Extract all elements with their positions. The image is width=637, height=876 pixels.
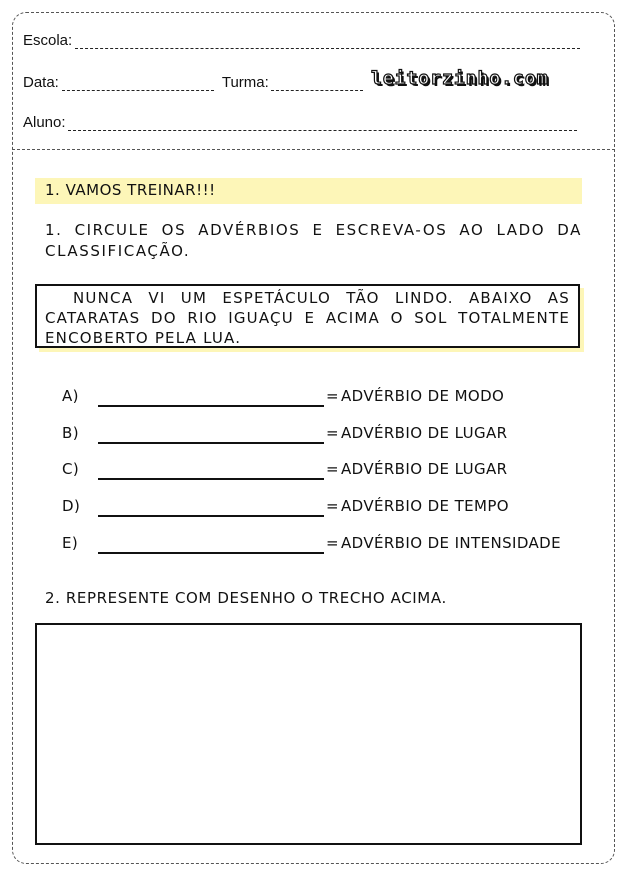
answer-row-d [62, 494, 509, 518]
class-label: Turma: [221, 74, 269, 91]
date-field[interactable] [62, 78, 214, 91]
answer-classification: ADVÉRBIO DE MODO [340, 387, 505, 405]
answer-letter: C) [62, 460, 80, 478]
answer-input-c[interactable] [98, 458, 324, 480]
passage-box [35, 284, 580, 348]
student-label: Aluno: [23, 114, 66, 131]
student-field[interactable] [68, 118, 577, 131]
equals-sign: = [326, 387, 339, 405]
equals-sign: = [326, 424, 339, 442]
answer-letter: A) [62, 387, 79, 405]
student-row [23, 114, 577, 131]
instruction-text: 1. CIRCULE OS ADVÉRBIOS E ESCREVA-OS AO LADO DA CLASSIFICAÇÃO. [45, 221, 582, 260]
answer-input-b[interactable] [98, 422, 324, 444]
answer-input-d[interactable] [98, 495, 324, 517]
passage-text: NUNCA VI UM ESPETÁCULO TÃO LINDO. ABAIXO AS CATARATAS DO RIO IGUAÇU E ACIMA O SOL TOTALMENTE ENCOBERTO PELA LUA. [45, 289, 570, 347]
answer-letter: D) [62, 497, 81, 515]
question-2-text: 2. REPRESENTE COM DESENHO O TRECHO ACIMA. [45, 589, 447, 607]
equals-sign: = [326, 534, 339, 552]
answer-row-a [62, 384, 504, 408]
drawing-area[interactable] [35, 623, 582, 845]
site-logo: leitorzinho.com [371, 68, 549, 89]
school-field[interactable] [75, 36, 580, 49]
answer-row-c [62, 457, 507, 481]
answer-row-b [62, 421, 507, 445]
answer-classification: ADVÉRBIO DE INTENSIDADE [340, 534, 561, 552]
school-label: Escola: [23, 32, 73, 49]
equals-sign: = [326, 497, 339, 515]
section-title: 1. VAMOS TREINAR!!! [45, 181, 216, 199]
answer-classification: ADVÉRBIO DE LUGAR [340, 424, 508, 442]
answer-row-e [62, 531, 561, 555]
answer-input-e[interactable] [98, 532, 324, 554]
header-divider [12, 149, 615, 150]
school-row [23, 32, 580, 49]
answer-letter: E) [62, 534, 79, 552]
date-class-row [23, 74, 363, 91]
date-label: Data: [23, 74, 59, 91]
class-field[interactable] [271, 78, 363, 91]
answer-classification: ADVÉRBIO DE LUGAR [340, 460, 508, 478]
equals-sign: = [326, 460, 339, 478]
answer-classification: ADVÉRBIO DE TEMPO [340, 497, 509, 515]
answer-letter: B) [62, 424, 79, 442]
answer-input-a[interactable] [98, 385, 324, 407]
